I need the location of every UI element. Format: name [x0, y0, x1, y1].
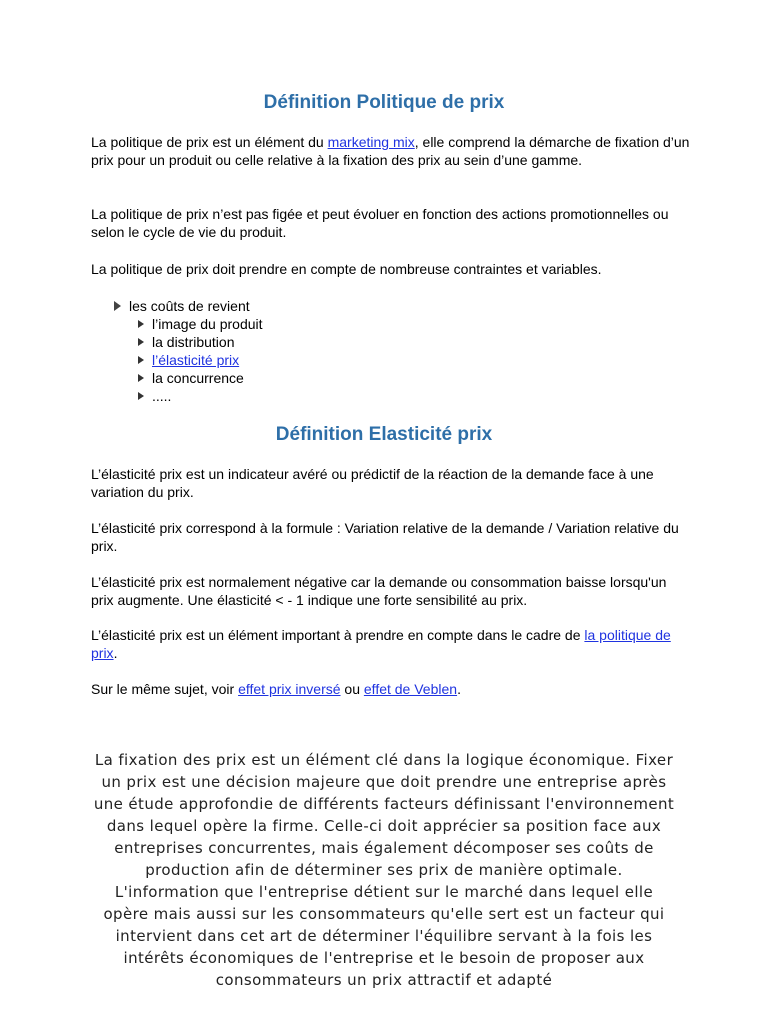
bullet-triangle-icon — [114, 301, 121, 311]
factors-list — [114, 297, 263, 405]
p5-text-after: . — [457, 681, 461, 697]
paragraph-elasticite-3: L’élasticité prix est normalement négative car la demande ou consommation baisse lorsqu'un prix augmente. Une élasticité < - 1 indique une forte sensibilité au prix. — [91, 574, 667, 608]
p1-text-after: , elle comprend la démarche de fixation d’un prix pour un produit ou celle relative à la fixation des prix au sein d’une gamme. — [91, 134, 690, 168]
link-elasticite-prix[interactable]: l’élasticité prix — [152, 352, 240, 368]
paragraph-elasticite-4 — [91, 626, 691, 662]
list-item — [138, 369, 263, 387]
p4-text-before: L’élasticité prix est un élément important à prendre en compte dans le cadre de — [91, 627, 585, 643]
link-effet-prix-inverse[interactable]: effet prix inversé — [238, 681, 341, 697]
paragraph-politique-2: La politique de prix n’est pas figée et peut évoluer en fonction des actions promotionnelles ou selon le cycle de vie du produit. — [91, 206, 669, 240]
p1-text-before: La politique de prix est un élément du — [91, 134, 328, 150]
heading-elasticite-prix: Définition Elasticité prix — [275, 424, 493, 445]
p4-text-after: . — [113, 645, 118, 661]
bottom-paragraph: La fixation des prix est un élément clé dans la logique économique. Fixer un prix est une décision majeure que doit prendre une entreprise après une étude approfondie de différents facteurs définissant l'environnement dans lequel opère la firme. Celle-ci doit apprécier sa position face aux entreprises concurrentes, mais également décomposer ses coûts de production afin de déterminer ses prix de manière optimale. L'information que l'entreprise détient sur le marché dans lequel elle opère mais aussi sur les consommateurs qu'elle sert est un facteur qui intervient dans cet art de déterminer l'équilibre servant à la fois les intérêts économiques de l'entreprise et le besoin de proposer aux consommateurs un prix attractif et adapté — [93, 751, 675, 989]
link-marketing-mix[interactable]: marketing mix — [327, 134, 415, 150]
p5-text-mid: ou — [340, 681, 364, 697]
bullet-triangle-icon — [138, 356, 144, 364]
section-politique-heading-wrap — [0, 92, 768, 114]
bullet-triangle-icon — [138, 320, 144, 328]
list-item — [138, 333, 263, 351]
paragraph-elasticite-2: L’élasticité prix correspond à la formule : Variation relative de la demande / Variation relative du prix. — [91, 520, 679, 554]
list-item-label: la distribution — [152, 334, 235, 350]
list-item-label: l’image du produit — [152, 316, 263, 332]
list-item-label: la concurrence — [152, 370, 244, 386]
list-item — [138, 315, 263, 333]
p5-text-before: Sur le même sujet, voir — [91, 681, 239, 697]
bullet-triangle-icon — [138, 374, 144, 382]
paragraph-elasticite-5 — [91, 680, 691, 698]
bullet-triangle-icon — [138, 392, 144, 400]
link-effet-de-veblen[interactable]: effet de Veblen — [363, 681, 458, 697]
bullet-triangle-icon — [138, 338, 144, 346]
list-item-label: ..... — [152, 388, 172, 404]
heading-politique-de-prix: Définition Politique de prix — [263, 92, 505, 113]
list-item — [138, 351, 263, 369]
list-item-label: les coûts de revient — [129, 298, 250, 314]
link-politique-de-prix[interactable]: la politique de prix — [91, 627, 671, 661]
paragraph-politique-3: La politique de prix doit prendre en compte de nombreuse contraintes et variables. — [91, 261, 602, 277]
section-elasticite-heading-wrap — [0, 424, 768, 446]
paragraph-elasticite-1: L’élasticité prix est un indicateur avéré ou prédictif de la réaction de la demande face à une variation du prix. — [91, 466, 654, 500]
paragraph-politique-1 — [91, 133, 691, 169]
list-item — [114, 297, 263, 315]
list-item — [138, 387, 263, 405]
